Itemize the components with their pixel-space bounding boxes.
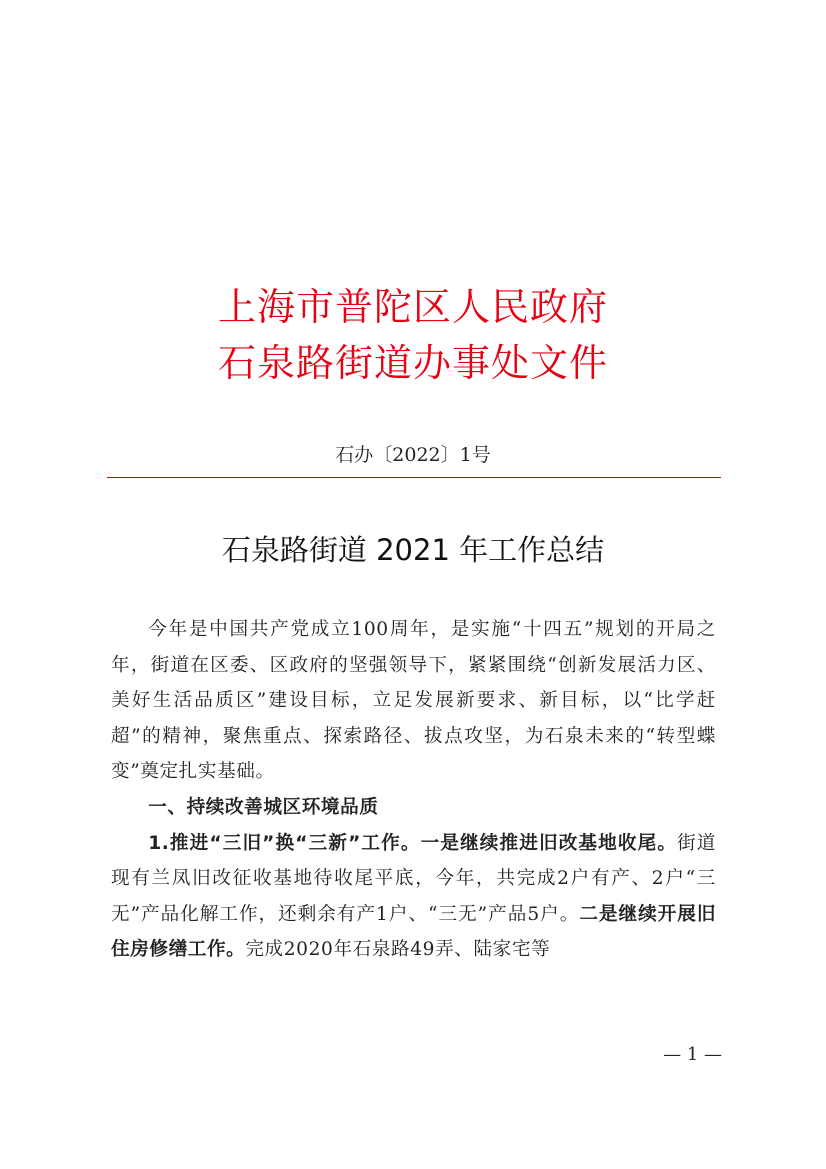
issuer-header-line-1: 上海市普陀区人民政府 (217, 285, 608, 329)
point-2-text: 完成2020年石泉路49弄、陆家宅等 (245, 939, 551, 961)
item-title: 1.推进“三旧”换“三新”工作。 (148, 832, 421, 854)
point-1-text: 街道现有兰凤旧改征收基地待收尾平底，今年，共完成2户有产、2户“三无”产品化解工作，还剩余有产1户、“三无”产品5户。 (111, 832, 716, 925)
document-body (111, 612, 716, 968)
point-2-heading: 二是继续开展旧住房修缮工作。 (111, 903, 717, 961)
red-divider (107, 477, 721, 478)
document-number: 石办〔2022〕1号 (335, 444, 491, 466)
issuer-header-line-2: 石泉路街道办事处文件 (217, 341, 608, 385)
intro-paragraph: 今年是中国共产党成立100周年，是实施“十四五”规划的开局之年，街道在区委、区政府的坚强领导下，紧紧围绕“创新发展活力区、美好生活品质区”建设目标，立足发展新要求、新目标，以“比学赶超”的精神，聚焦重点、探索路径、拔点攻坚，为石泉未来的“转型蝶变”奠定扎实基础。 (111, 619, 716, 783)
page-number: — 1 — (663, 1044, 722, 1065)
point-1-heading: 一是继续推进旧改基地收尾。 (420, 832, 678, 854)
section-heading: 一、持续改善城区环境品质 (148, 796, 379, 818)
item-paragraph (111, 826, 716, 968)
document-title: 石泉路街道 2021 年工作总结 (221, 533, 605, 567)
